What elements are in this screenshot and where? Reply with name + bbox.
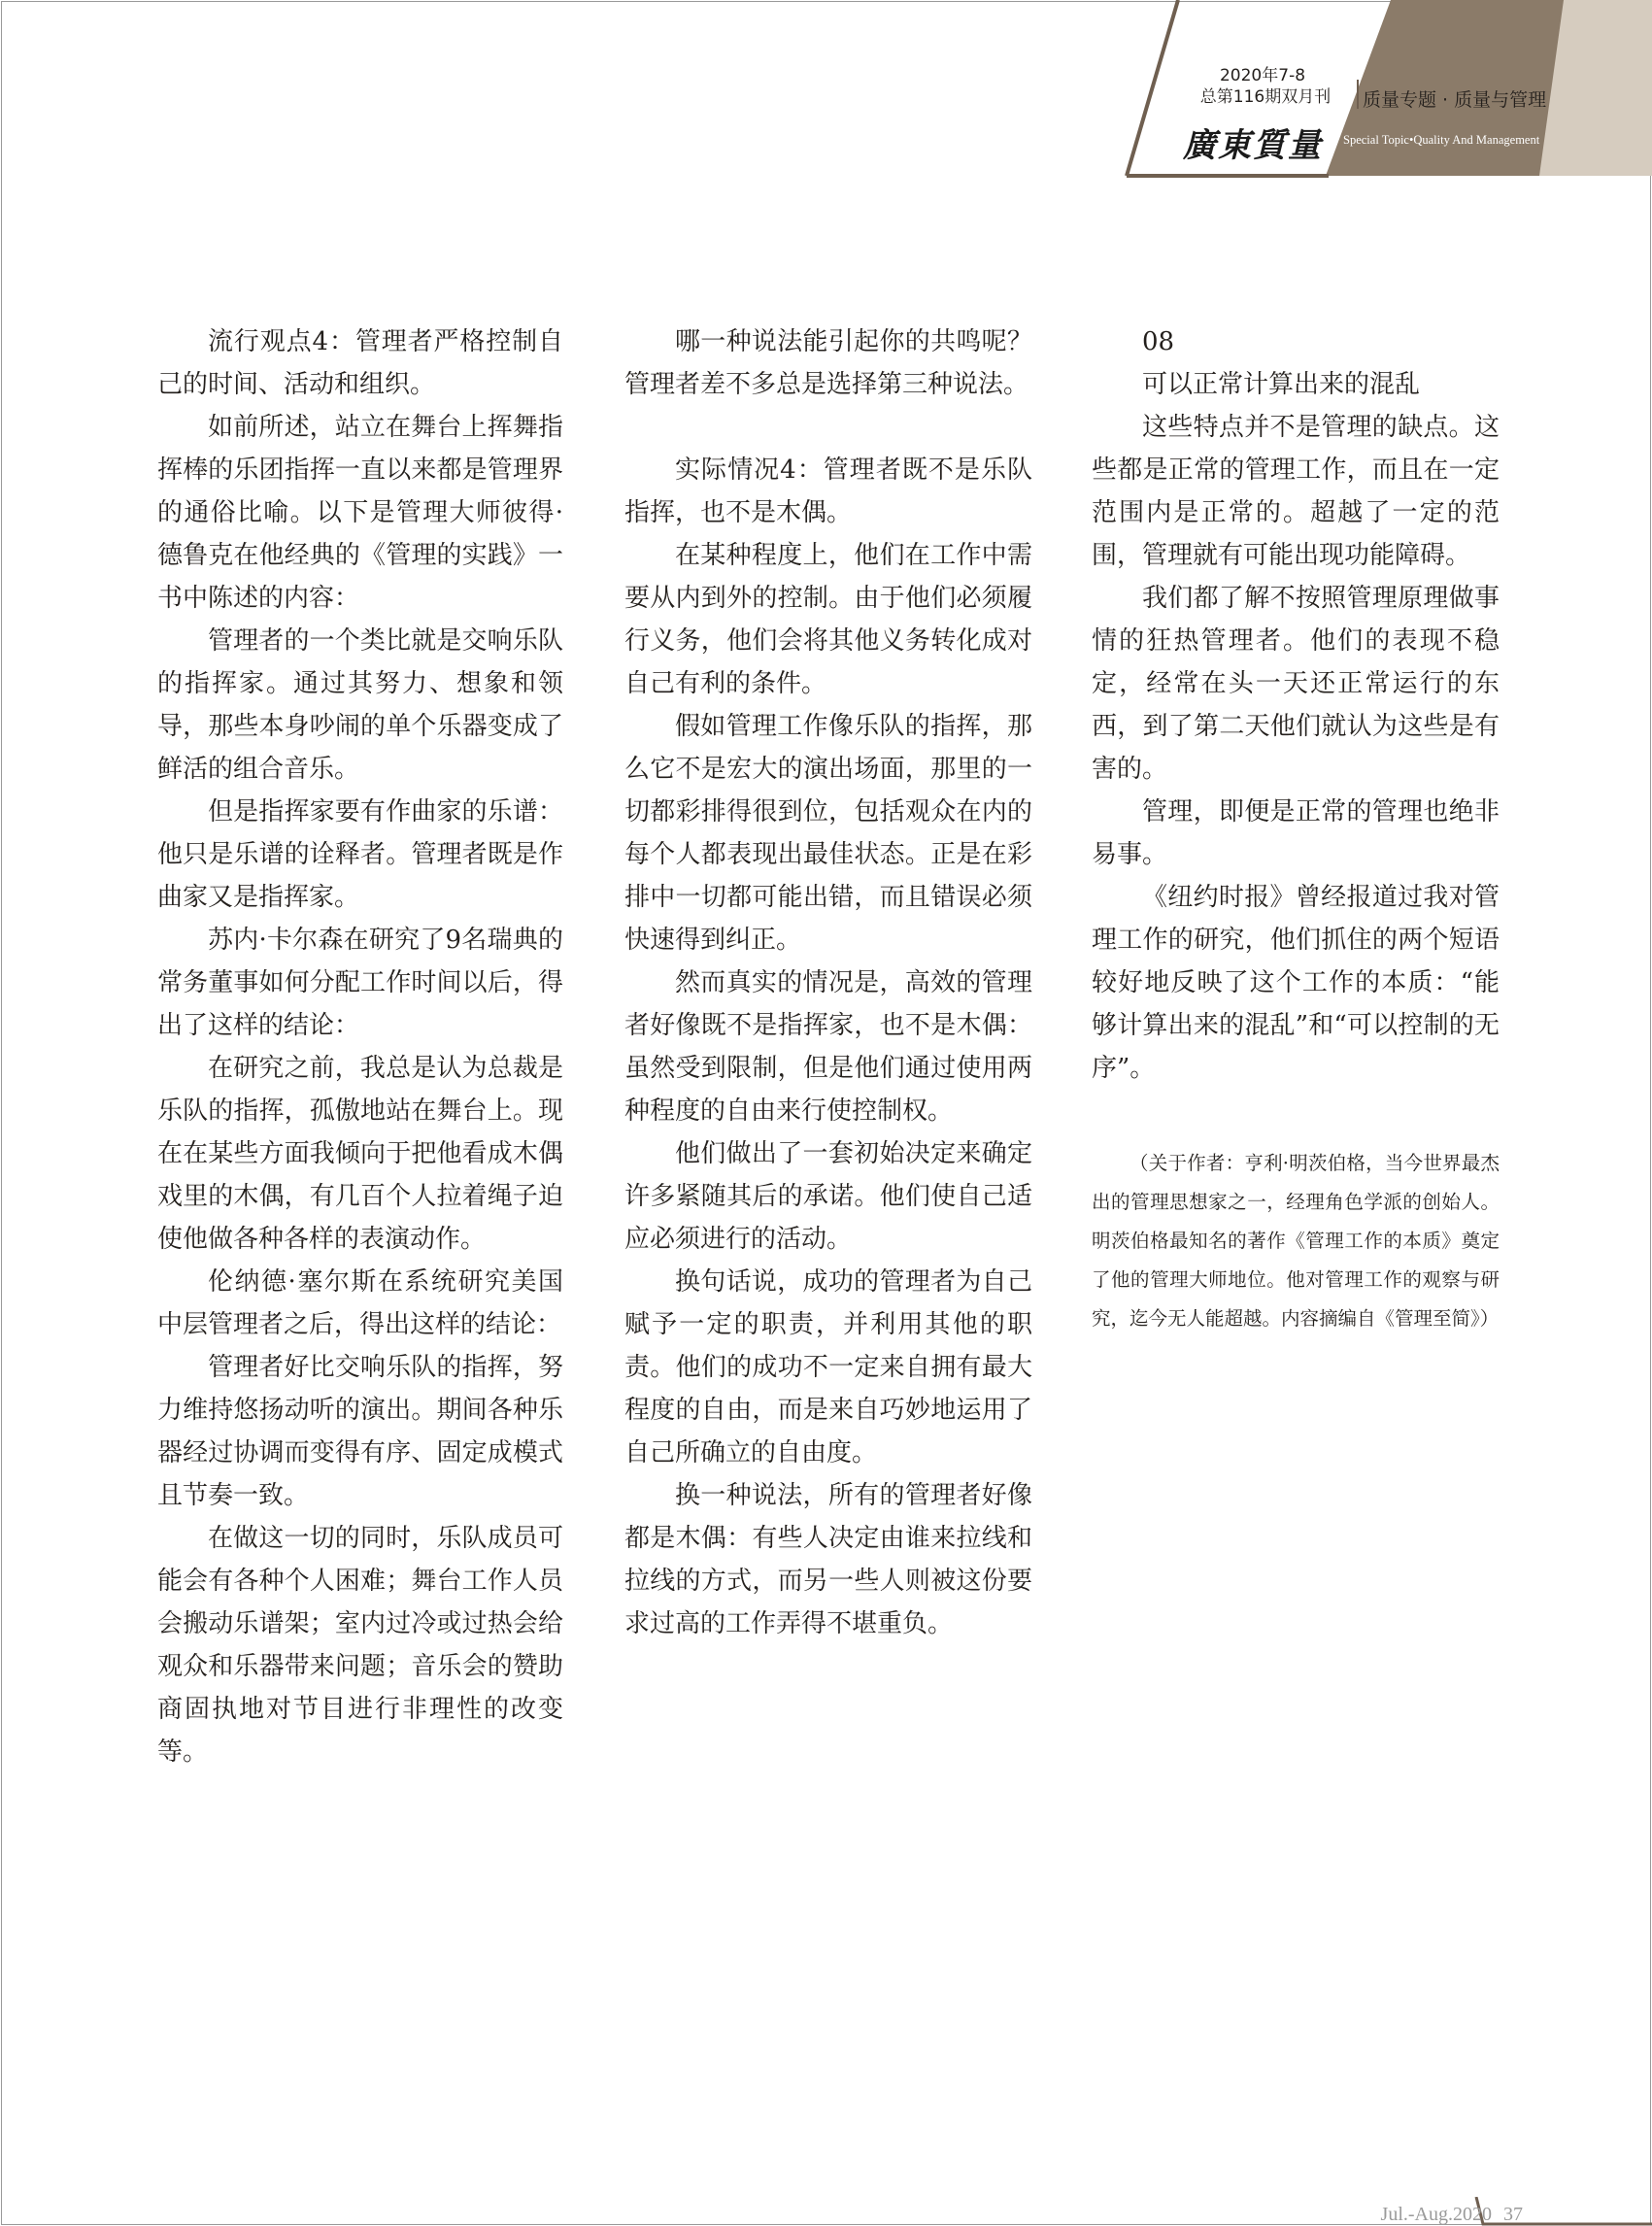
- paragraph: 换句话说，成功的管理者为自己赋予一定的职责，并利用其他的职责。他们的成功不一定来自拥有最大程度的自由，而是来自巧妙地运用了自己所确立的自由度。: [624, 1267, 1032, 1467]
- quote-paragraph: 但是指挥家要有作曲家的乐谱：他只是乐谱的诠释者。管理者既是作曲家又是指挥家。: [157, 797, 563, 912]
- page-number: 37: [1503, 2204, 1523, 2225]
- paragraph: 伦纳德·塞尔斯在系统研究美国中层管理者之后，得出这样的结论：: [157, 1267, 563, 1339]
- text-column-2: [624, 320, 1032, 1645]
- paragraph: 哪一种说法能引起你的共鸣呢？管理者差不多总是选择第三种说法。: [624, 327, 1032, 399]
- magazine-logo: 廣東質量: [1183, 126, 1323, 165]
- quote-paragraph: 管理者好比交响乐队的指挥，努力维持悠扬动听的演出。期间各种乐器经过协调而变得有序、固定成模式且节奏一致。: [157, 1353, 563, 1510]
- paragraph: 假如管理工作像乐队的指挥，那么它不是宏大的演出场面，那里的一切都彩排得很到位，包括观众在内的每个人都表现出最佳状态。正是在彩排中一切都可能出错，而且错误必须快速得到纠正。: [624, 712, 1032, 955]
- section-number: 08: [1142, 327, 1175, 356]
- text-column-1: [157, 320, 563, 1773]
- quote-paragraph: 管理者的一个类比就是交响乐队的指挥家。通过其努力、想象和领导，那些本身吵闹的单个乐器变成了鲜活的组合音乐。: [157, 626, 563, 784]
- paragraph: 这些特点并不是管理的缺点。这些都是正常的管理工作，而且在一定范围内是正常的。超越了一定的范围，管理就有可能出现功能障碍。: [1092, 413, 1500, 570]
- section-title: 质量专题 · 质量与管理: [1363, 89, 1547, 111]
- quote-paragraph: 在研究之前，我总是认为总裁是乐队的指挥，孤傲地站在舞台上。现在在某些方面我倾向于把他看成木偶戏里的木偶，有几百个人拉着绳子迫使他做各种各样的表演动作。: [157, 1054, 563, 1254]
- paragraph: 如前所述，站立在舞台上挥舞指挥棒的乐团指挥一直以来都是管理界的通俗比喻。以下是管理大师彼得·德鲁克在他经典的《管理的实践》一书中陈述的内容：: [157, 413, 563, 613]
- paragraph: 换一种说法，所有的管理者好像都是木偶：有些人决定由谁来拉线和拉线的方式，而另一些人则被这份要求过高的工作弄得不堪重负。: [624, 1481, 1032, 1638]
- paragraph: 他们做出了一套初始决定来确定许多紧随其后的承诺。他们使自己适应必须进行的活动。: [624, 1139, 1032, 1254]
- section-heading: 可以正常计算出来的混乱: [1142, 370, 1421, 399]
- section-title-en: Special Topic•Quality And Management: [1343, 133, 1540, 147]
- text-column-3: [1092, 320, 1500, 1338]
- author-note: （关于作者：亨利·明茨伯格，当今世界最杰出的管理思想家之一，经理角色学派的创始人。明茨伯格最知名的著作《管理工作的本质》奠定了他的管理大师地位。他对管理工作的观察与研究，迄今无人能超越。内容摘编自《管理至简》）: [1092, 1152, 1500, 1330]
- paragraph: 《纽约时报》曾经报道过我对管理工作的研究，他们抓住的两个短语较好地反映了这个工作的本质：“能够计算出来的混乱”和“可以控制的无序”。: [1092, 883, 1500, 1083]
- paragraph: 管理，即便是正常的管理也绝非易事。: [1092, 797, 1500, 869]
- paragraph: 苏内·卡尔森在研究了9名瑞典的常务董事如何分配工作时间以后，得出了这样的结论：: [157, 926, 563, 1040]
- paragraph: 然而真实的情况是，高效的管理者好像既不是指挥家，也不是木偶：虽然受到限制，但是他们通过使用两种程度的自由来行使控制权。: [624, 968, 1032, 1126]
- footer-date: Jul.-Aug.2020: [1380, 2204, 1492, 2225]
- paragraph: 在某种程度上，他们在工作中需要从内到外的控制。由于他们必须履行义务，他们会将其他义务转化成对自己有利的条件。: [624, 541, 1032, 698]
- issue-date: 2020年7-8: [1219, 66, 1306, 85]
- paragraph: 我们都了解不按照管理原理做事情的狂热管理者。他们的表现不稳定，经常在头一天还正常运行的东西，到了第二天他们就认为这些是有害的。: [1092, 584, 1500, 784]
- quote-paragraph: 在做这一切的同时，乐队成员可能会有各种个人困难；舞台工作人员会搬动乐谱架；室内过冷或过热会给观众和乐器带来问题；音乐会的赞助商固执地对节目进行非理性的改变等。: [157, 1524, 563, 1767]
- subheading: 实际情况4：管理者既不是乐队指挥，也不是木偶。: [624, 455, 1032, 527]
- paragraph: 流行观点4：管理者严格控制自己的时间、活动和组织。: [157, 327, 563, 399]
- issue-number: 总第116期双月刊: [1199, 87, 1332, 107]
